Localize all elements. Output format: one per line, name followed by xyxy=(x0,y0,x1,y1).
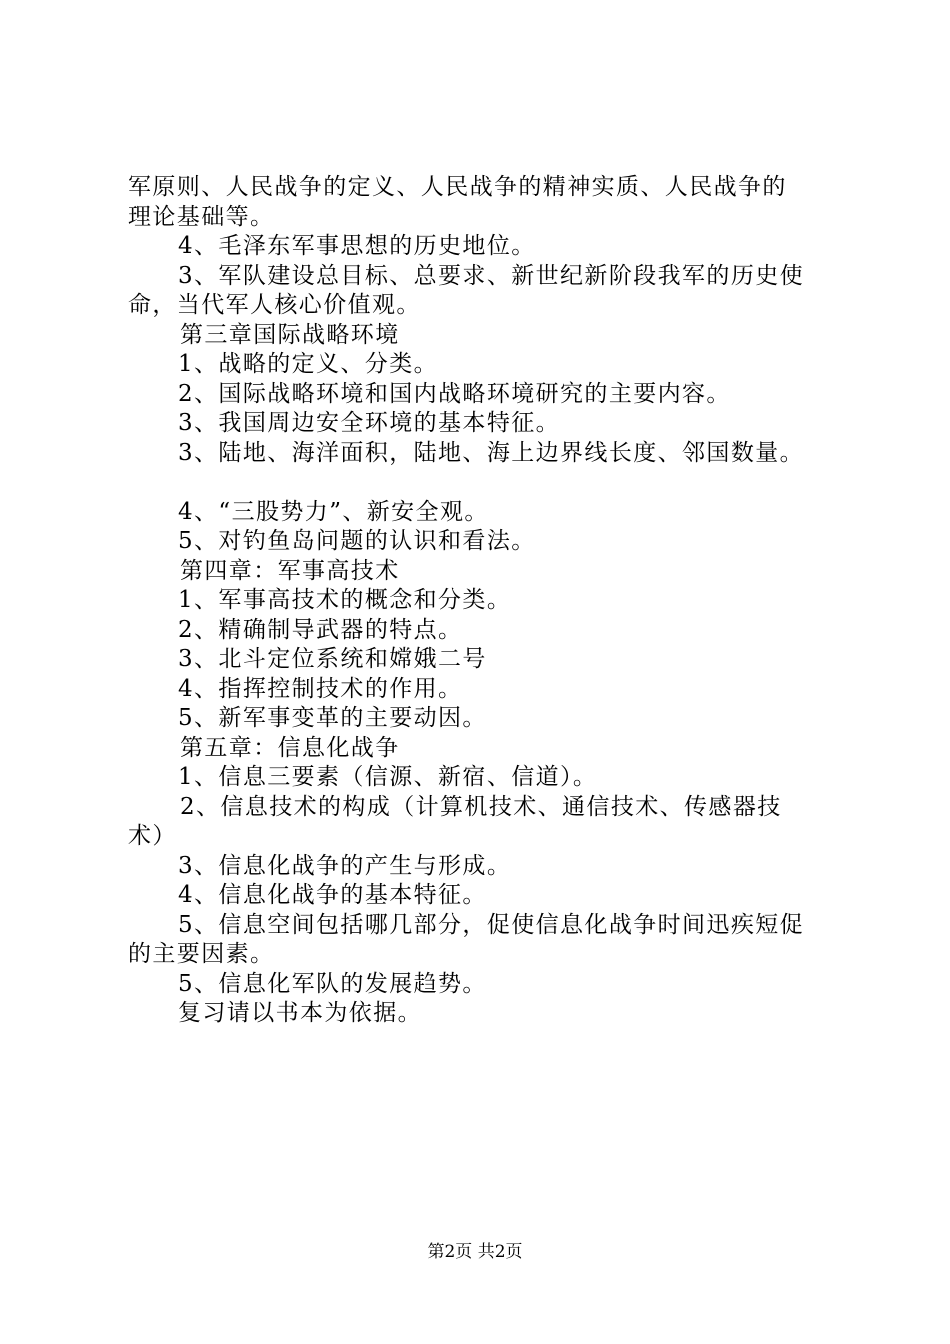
text-line: 3、北斗定位系统和嫦娥二号 xyxy=(178,646,487,672)
text-line: 5、新军事变革的主要动因。 xyxy=(178,705,487,731)
text-line: 1、战略的定义、分类。 xyxy=(178,351,439,377)
text-line: 5、信息化军队的发展趋势。 xyxy=(178,970,487,997)
text-line: 术） xyxy=(128,823,177,849)
chapter-heading: 第五章：信息化战争 xyxy=(180,734,400,761)
text-line: 4、指挥控制技术的作用。 xyxy=(178,675,463,702)
document-body xyxy=(128,173,833,1029)
text-line: 复习请以书本为依据。 xyxy=(178,1000,422,1026)
text-line: 4、“三股势力”、新安全观。 xyxy=(178,498,489,525)
blank-line xyxy=(128,468,833,498)
text-line: 4、毛泽东军事思想的历史地位。 xyxy=(178,233,536,259)
text-line: 5、对钓鱼岛问题的认识和看法。 xyxy=(178,528,536,554)
text-line: 军原则、人民战争的定义、人民战争的精神实质、人民战争的 xyxy=(128,174,787,200)
chapter-heading: 第三章国际战略环境 xyxy=(180,321,400,348)
text-line: 2、国际战略环境和国内战略环境研究的主要内容。 xyxy=(178,380,731,407)
text-line: 3、军队建设总目标、总要求、新世纪新阶段我军的历史使 xyxy=(178,262,805,289)
text-line: 4、信息化战争的基本特征。 xyxy=(178,882,487,908)
text-line: 命，当代军人核心价值观。 xyxy=(128,292,421,318)
text-line: 理论基础等。 xyxy=(128,203,275,230)
text-line: 3、我国周边安全环境的基本特征。 xyxy=(178,410,561,436)
text-line: 的主要因素。 xyxy=(128,941,275,967)
text-line: 3、陆地、海洋面积，陆地、海上边界线长度、邻国数量。 xyxy=(178,439,805,466)
chapter-heading: 第四章：军事高技术 xyxy=(180,557,400,584)
text-line: 2、精确制导武器的特点。 xyxy=(178,616,463,643)
text-line: 1、军事高技术的概念和分类。 xyxy=(178,587,512,613)
page-footer: 第2页 共2页 xyxy=(427,1242,523,1262)
text-line: 3、信息化战争的产生与形成。 xyxy=(178,852,512,879)
text-line: 5、信息空间包括哪几部分，促使信息化战争时间迅疾短促 xyxy=(178,911,805,938)
text-line: 1、信息三要素（信源、新宿、信道）。 xyxy=(178,764,598,790)
text-line: 2、信息技术的构成（计算机技术、通信技术、传感器技 xyxy=(180,793,782,820)
